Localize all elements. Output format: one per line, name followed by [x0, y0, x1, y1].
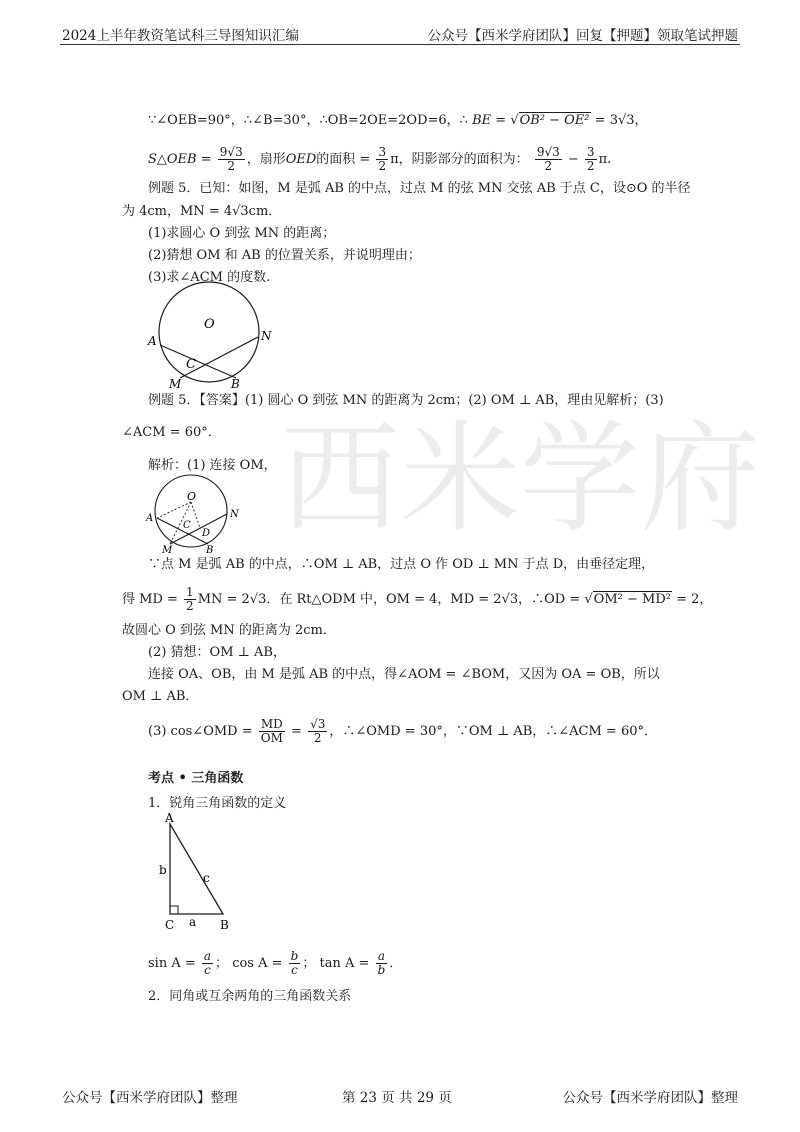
header-divider [60, 44, 740, 45]
trig-definitions: sin A = $\frac{a}{c}$ ； cos A = $\frac{b}{c}$ ； tan A = $\frac{a}{b}$ ． [148, 949, 403, 977]
solution-line-1: ∵∠OEB=90°，∴∠B=30°，∴OB=2OE=2OD=6，∴ BE = √OB² − OE² = 3√3， [148, 113, 648, 128]
line1-sqrt: OB² − OE² [519, 113, 590, 128]
frac-3-2: $\frac{3}{2}$ [378, 145, 387, 173]
label-c-vertex: C [165, 918, 175, 932]
label-n: N [261, 329, 272, 343]
header-title: 2024上半年教资笔试科三导图知识汇编 [62, 28, 299, 44]
frac-9r3-2-b: $\frac{9√3}{2}$ [536, 145, 560, 173]
solution-s3: 故圆心 O 到弦 MN 的距离为 2cm． [122, 623, 336, 638]
frac-9r3-2: $\frac{9√3}{2}$ [219, 145, 243, 173]
analysis-intro: 解析：(1) 连接 OM， [148, 458, 277, 473]
segment-oa [157, 502, 191, 518]
label-side-b: b [159, 863, 167, 877]
example5-q2: 为 4cm，MN = 4√3cm． [122, 204, 282, 219]
example5-q3: (1)求圆心 O 到弦 MN 的距离； [148, 226, 336, 241]
label-n: N [230, 509, 239, 520]
solution-s1: ∵点 M 是弧 AB 的中点，∴OM ⊥ AB，过点 O 作 OD ⊥ MN 于点 D，由垂径定理， [148, 557, 655, 572]
label-d: D [202, 528, 211, 539]
label-side-a: a [189, 915, 197, 929]
label-o: O [204, 317, 215, 332]
frac-a-c: $\frac{a}{c}$ [203, 949, 212, 977]
circle-o [155, 475, 227, 547]
chord-ab [160, 345, 236, 378]
frac-a-b: $\frac{a}{b}$ [377, 949, 386, 977]
triangle [170, 824, 223, 914]
solution-s6: OM ⊥ AB． [122, 689, 199, 704]
right-angle-mark [170, 906, 178, 914]
segment-od [191, 502, 200, 528]
watermark-text: 西米学府 [280, 410, 760, 549]
topic-item-1: 1．锐角三角函数的定义 [148, 796, 287, 811]
label-b-vertex: B [220, 918, 229, 932]
right-triangle-figure [150, 812, 250, 932]
frac-r3-2: $\frac{√3}{2}$ [310, 717, 326, 745]
answer-line-1: 例题 5．【答案】(1) 圆心 O 到弦 MN 的距离为 2cm；(2) OM ⊥ AB，理由见解析；(3) [148, 393, 664, 408]
line1-text: ∵∠OEB=90°，∴∠B=30°，∴OB=2OE=2OD=6，∴ [148, 113, 468, 128]
example5-q5: (3)求∠ACM 的度数. [148, 270, 271, 285]
frac-3-2-b: $\frac{3}{2}$ [586, 145, 595, 173]
solution-s2: 得 MD = $\frac{1}{2}$ MN = 2√3．在 Rt△ODM 中，OM = 4，MD = 2√3，∴OD = √OM² − MD² = 2， [122, 585, 713, 613]
area-symbol: S△OEB = [148, 152, 212, 167]
frac-md-om: $\frac{MD}{OM}$ [260, 717, 283, 745]
label-a-vertex: A [165, 811, 174, 825]
topic-item-2: 2．同角或互余两角的三角函数关系 [148, 989, 352, 1004]
solution-s4: (2) 猜想：OM ⊥ AB， [148, 645, 286, 660]
label-side-c: c [203, 871, 210, 885]
circle-figure-2 [140, 476, 250, 556]
solution-line-2: S△OEB = $\frac{9√3}{2}$ ，扇形OED的面积 = $\frac{3}{2}$ π，阴影部分的面积为： $\frac{9√3}{2}$ − $\frac{3}{2}$ π. [148, 145, 612, 173]
label-b: B [206, 545, 214, 556]
label-m: M [162, 545, 173, 556]
sector-name: OED [285, 152, 317, 167]
line1-result: = 3√3 [594, 113, 635, 128]
label-a: A [148, 334, 157, 348]
solution-s7: (3) cos∠OMD = $\frac{MD}{OM}$ = $\frac{√3}{2}$ ，∴∠OMD = 30°，∵OM ⊥ AB，∴∠ACM = 60°． [148, 717, 657, 745]
label-a: A [146, 513, 154, 524]
label-o: O [187, 490, 197, 503]
line1-be: BE = [472, 113, 507, 128]
frac-1-2: $\frac{1}{2}$ [186, 585, 194, 613]
solution-s5: 连接 OA、OB，由 M 是弧 AB 的中点，得∠AOM = ∠BOM，又因为 OA = OB，所以 [148, 667, 660, 682]
line1-tail: ， [634, 113, 648, 128]
label-c: C [183, 520, 191, 531]
label-m: M [169, 377, 182, 391]
label-b: B [231, 377, 240, 391]
answer-line-2: ∠ACM = 60°． [122, 425, 221, 440]
circle-figure-1 [140, 282, 280, 392]
footer-left: 公众号【西米学府团队】整理 [62, 1090, 238, 1106]
frac-b-c: $\frac{b}{c}$ [290, 949, 299, 977]
topic-title: 考点 • 三角函数 [148, 771, 244, 786]
footer-right: 公众号【西米学府团队】整理 [562, 1090, 738, 1106]
circle-o [159, 282, 259, 382]
example5-q1: 例题 5．已知：如图，M 是弧 AB 的中点，过点 M 的弦 MN 交弦 AB 于点 C，设⊙O 的半径 [148, 181, 691, 196]
header-promo: 公众号【西米学府团队】回复【押题】领取笔试押题 [427, 28, 738, 44]
page-number: 第 23 页 共 29 页 [342, 1090, 452, 1106]
od-sqrt: OM² − MD² [593, 592, 671, 607]
example5-q4: (2)猜想 OM 和 AB 的位置关系，并说明理由； [148, 248, 421, 263]
label-c: C [186, 357, 196, 372]
